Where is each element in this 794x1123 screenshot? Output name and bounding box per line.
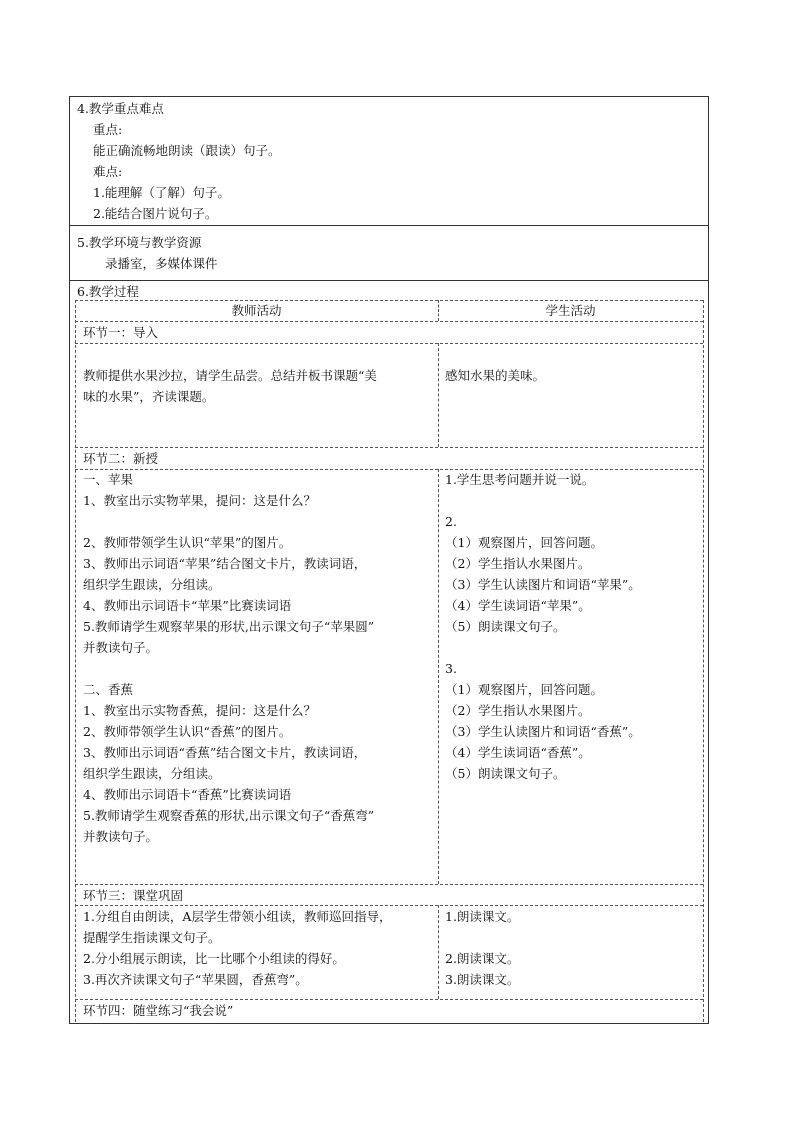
text-line — [83, 658, 374, 679]
text-line — [445, 490, 641, 511]
text-line: 2.朗读课文。 — [445, 951, 520, 966]
column-divider — [438, 469, 439, 884]
table-line — [75, 300, 76, 1022]
text-line: 4、教师出示词语卡“香蕉”比赛读词语 — [83, 787, 292, 802]
text-line: （3）学生认读图片和词语“香蕉”。 — [445, 724, 641, 739]
text-line: 1、教室出示实物香蕉，提问：这是什么？ — [83, 703, 316, 718]
col-header-teacher: 教师活动 — [231, 303, 282, 318]
text-line: 提醒学生指读课文句子。 — [83, 930, 221, 945]
text-line: 感知水果的美味。 — [445, 368, 546, 383]
sec4-line: 1.能理解（了解）句子。 — [93, 185, 230, 200]
table-line — [75, 343, 703, 344]
text-line: 1.朗读课文。 — [445, 909, 520, 924]
text-line: 组织学生跟读，分组读。 — [83, 577, 221, 592]
text-line: （4）学生读词语“香蕉”。 — [445, 745, 591, 760]
text-line: 3. — [445, 661, 457, 676]
text-line: （5）朗读课文句子。 — [445, 766, 566, 781]
text-line: 并教读句子。 — [83, 640, 159, 655]
sec4-content — [93, 119, 281, 224]
table-line — [703, 300, 704, 1022]
stage3-title: 环节三：课堂巩固 — [83, 888, 184, 903]
text-line: （5）朗读课文句子。 — [445, 619, 566, 634]
sec5-title: 5.教学环境与教学资源 — [77, 235, 202, 250]
stage4-title: 环节四：随堂练习“我会说” — [83, 1003, 234, 1018]
sec4-line: 能正确流畅地朗读（跟读）句子。 — [93, 143, 281, 158]
text-line: 二、香蕉 — [83, 682, 134, 697]
sec5-content: 录播室，多媒体课件 — [105, 256, 218, 271]
text-line: 2.分小组展示朗读，比一比哪个小组读的得好。 — [83, 951, 345, 966]
text-line: 3、教师出示词语“香蕉”结合图文卡片，教读词语， — [83, 745, 367, 760]
table-line — [75, 321, 703, 322]
divider — [69, 280, 709, 281]
text-line: （2）学生指认水果图片。 — [445, 556, 591, 571]
text-line — [83, 511, 374, 532]
sec4-line: 难点: — [93, 164, 123, 179]
text-line: （1）观察图片，回答问题。 — [445, 682, 603, 697]
table-line — [75, 447, 703, 448]
stage2-student — [445, 469, 641, 784]
text-line: 5.教师请学生观察香蕉的形状,出示课文句子“香蕉弯” — [83, 808, 375, 823]
text-line: 2. — [445, 514, 457, 529]
sec4-line: 重点: — [93, 122, 123, 137]
stage3-teacher — [83, 906, 391, 990]
text-line: 3.朗读课文。 — [445, 972, 520, 987]
text-line: 教师提供水果沙拉，请学生品尝。总结并板书课题“美 — [83, 368, 377, 383]
text-line: 2、教师带领学生认识“苹果”的图片。 — [83, 535, 292, 550]
sec6-title: 6.教学过程 — [77, 284, 139, 299]
text-line: 并教读句子。 — [83, 829, 159, 844]
text-line: （1）观察图片，回答问题。 — [445, 535, 603, 550]
text-line: 3.再次齐读课文句子“苹果圆，香蕉弯”。 — [83, 972, 308, 987]
col-header-student: 学生活动 — [545, 303, 596, 318]
text-line: 2、教师带领学生认识“香蕉”的图片。 — [83, 724, 292, 739]
text-line: （4）学生读词语“苹果”。 — [445, 598, 591, 613]
text-line: 一、苹果 — [83, 472, 134, 487]
text-line: 组织学生跟读，分组读。 — [83, 766, 221, 781]
text-line: 1.分组自由朗读，A层学生带领小组读，教师巡回指导， — [83, 909, 392, 924]
column-divider — [438, 905, 439, 999]
text-line: 5.教师请学生观察苹果的形状,出示课文句子“苹果圆” — [83, 619, 375, 634]
text-line: 4、教师出示词语卡“苹果”比赛读词语 — [83, 598, 292, 613]
text-line: 1、教室出示实物苹果，提问：这是什么？ — [83, 493, 316, 508]
stage2-title: 环节二：新授 — [83, 451, 159, 466]
stage3-student — [445, 906, 519, 990]
sec4-line: 2.能结合图片说句子。 — [93, 206, 218, 221]
text-line — [445, 927, 519, 948]
text-line: （3）学生认读图片和词语“苹果”。 — [445, 577, 641, 592]
stage1-teacher — [83, 365, 377, 407]
text-line: 1.学生思考问题并说一说。 — [445, 472, 595, 487]
column-divider — [438, 343, 439, 447]
sec4-title: 4.教学重点难点 — [77, 101, 164, 116]
stage1-title: 环节一：导入 — [83, 325, 159, 340]
stage2-teacher — [83, 469, 374, 847]
stage1-student — [445, 365, 545, 386]
text-line: 3、教师出示词语“苹果”结合图文卡片，教读词语， — [83, 556, 367, 571]
text-line: 味的水果”，齐读课题。 — [83, 389, 215, 404]
text-line — [445, 637, 641, 658]
text-line: （2）学生指认水果图片。 — [445, 703, 591, 718]
divider — [69, 225, 709, 226]
lesson-plan-page — [69, 96, 709, 1024]
